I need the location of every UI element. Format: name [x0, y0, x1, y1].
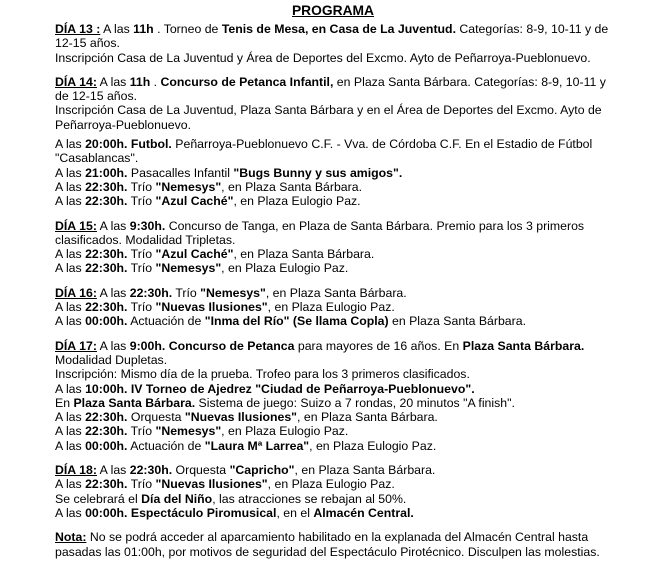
text-run: 11h: [129, 74, 151, 89]
text-run: Trío: [127, 179, 156, 194]
text-run: A las: [55, 300, 86, 315]
dia-17-entry: [55, 339, 617, 453]
text-run: DÍA 17:: [55, 338, 97, 353]
text-run: Peñarroya-Pueblonuevo C.F. - Vva. de Córdoba C.F. En el Estadio de Fútbol "Casablancas".: [55, 137, 593, 166]
text-run: "Bugs Bunny y sus amigos".: [233, 165, 403, 180]
text-run: DÍA 16:: [55, 285, 97, 300]
text-run: A las: [55, 505, 86, 520]
text-run: 22:30h.: [85, 300, 128, 315]
text-run: DÍA 18:: [55, 463, 97, 478]
text-run: 22:30h.: [85, 194, 128, 209]
text-run: "Azul Caché": [155, 247, 234, 262]
text-run: 22:30h.: [129, 285, 173, 300]
text-run: en Plaza Santa Bárbara. Categorías: 8-9, 10-11 y de 12-15 años.: [55, 74, 606, 104]
text-run: Modalidad Dupletas.: [55, 352, 168, 367]
text-run: , en Plaza Eulogio Paz.: [221, 424, 349, 439]
text-run: en Plaza Santa Bárbara.: [388, 314, 526, 329]
text-run: Actuación de: [127, 438, 205, 453]
text-run: "Nuevas Ilusiones": [155, 477, 268, 492]
text-run: "Capricho": [229, 463, 295, 478]
text-run: "Nemesys": [155, 261, 222, 276]
text-run: A las: [55, 194, 86, 209]
text-run: 22:30h.: [129, 463, 173, 478]
text-run: , en Plaza Santa Bárbara.: [221, 179, 362, 194]
text-run: A las: [96, 285, 130, 300]
text-run: A las: [55, 477, 86, 492]
text-run: 22:30h.: [85, 410, 128, 425]
text-run: Trío: [172, 285, 201, 300]
text-run: 9:30h.: [129, 218, 166, 233]
text-run: Pasacalles Infantil: [127, 165, 234, 180]
text-run: A las: [55, 438, 86, 453]
text-run: A las: [55, 179, 86, 194]
text-run: Trío: [127, 247, 156, 262]
text-run: , en el: [276, 505, 314, 520]
dia-18-entry: [55, 463, 617, 520]
text-run: Actuación de: [127, 314, 205, 329]
text-run: Trío: [127, 300, 156, 315]
text-run: Inscripción Casa de La Juventud, Plaza Santa Bárbara y en el Área de Deportes del Excmo. Ayto de Peñarroya-Pueblonuevo.: [55, 103, 602, 132]
text-run: A las: [96, 338, 130, 353]
text-run: Sistema de juego: Suizo a 7 rondas, 20 minutos "A finish".: [195, 395, 515, 410]
text-run: para mayores de 16 años. En: [294, 338, 463, 353]
text-run: DÍA 13 :: [55, 22, 101, 36]
text-run: DÍA 14:: [55, 74, 97, 89]
text-run: A las: [96, 74, 130, 89]
text-run: , en Plaza Eulogio Paz.: [309, 438, 437, 453]
text-run: 00:00h. Espectáculo Piromusical: [85, 505, 277, 520]
text-run: , en Plaza Santa Bárbara.: [294, 463, 436, 478]
dia-13-entry: [55, 22, 617, 65]
text-run: Trío: [127, 477, 156, 492]
text-run: Orquesta: [172, 463, 230, 478]
text-run: "Azul Caché": [155, 194, 234, 209]
text-run: Nota:: [55, 530, 87, 545]
text-run: A las: [55, 424, 86, 439]
text-run: 22:30h.: [85, 179, 128, 194]
text-run: 22:30h.: [85, 424, 128, 439]
document-body: [55, 22, 617, 559]
dia-16-entry: [55, 286, 617, 329]
text-run: "Nuevas Ilusiones": [155, 300, 268, 315]
text-run: Día del Niño: [141, 491, 213, 506]
text-run: "Nemesys": [200, 285, 266, 300]
text-run: A las: [96, 463, 130, 478]
dia-15-entry: [55, 219, 617, 276]
text-run: 22:30h.: [85, 247, 128, 262]
dia-14-entry: [55, 75, 617, 132]
text-run: A las: [100, 22, 134, 36]
text-run: No se podrá acceder al aparcamiento habilitado en la explanada del Almacén Central hasta pasadas las 01:00h, por motivos de seguridad del Espectáculo Pirotécnico. Disculpen las molestias.: [55, 530, 600, 559]
text-run: Concurso de Petanca Infantil,: [160, 74, 334, 89]
text-run: , en Plaza Santa Bárbara.: [233, 247, 375, 262]
text-run: A las: [55, 381, 86, 396]
text-run: 22:30h.: [85, 477, 128, 492]
text-run: "Laura Mª Larrea": [204, 438, 310, 453]
text-run: Plaza Santa Bárbara.: [73, 395, 196, 410]
text-run: 11h: [133, 22, 154, 36]
text-run: , en Plaza Eulogio Paz.: [267, 477, 395, 492]
text-run: A las: [55, 261, 86, 276]
dia-14-evening-events: [55, 137, 617, 208]
nota: [55, 530, 617, 559]
text-run: DÍA 15:: [55, 218, 97, 233]
text-run: Orquesta: [127, 410, 185, 425]
text-run: Se celebrará el: [55, 491, 142, 506]
text-run: En: [55, 395, 74, 410]
text-run: 00:00h.: [85, 314, 128, 329]
text-run: , en Plaza Eulogio Paz.: [221, 261, 349, 276]
text-run: "Nemesys": [155, 179, 222, 194]
text-run: "Inma del Río" (Se llama Copla): [204, 314, 389, 329]
text-run: A las: [55, 314, 86, 329]
text-run: , en Plaza Eulogio Paz.: [233, 194, 361, 209]
text-run: 9:00h. Concurso de Petanca: [129, 338, 295, 353]
text-run: 00:00h.: [85, 438, 128, 453]
text-run: A las: [55, 247, 86, 262]
text-run: Concurso de Tanga, en Plaza de Santa Bárbara. Premio para los 3 primeros clasificados. Modalidad Tripletas.: [55, 218, 585, 247]
text-run: "Nemesys": [155, 424, 222, 439]
text-run: A las: [55, 137, 86, 152]
text-run: .: [150, 74, 161, 89]
text-run: A las: [96, 218, 130, 233]
text-run: 20:00h. Futbol.: [85, 137, 172, 152]
text-run: . Torneo de: [153, 22, 222, 36]
text-run: Tenis de Mesa, en Casa de La Juventud.: [221, 22, 456, 36]
text-run: Categorías: 8-9, 10-11 y de 12-15 años.: [55, 22, 609, 51]
text-run: , las atracciones se rebajan al 50%.: [212, 491, 407, 506]
text-run: Inscripción Casa de La Juventud y Área de Deportes del Excmo. Ayto de Peñarroya-Pueblonuevo.: [55, 50, 591, 65]
text-run: Inscripción: Mismo día de la prueba. Trofeo para los 3 primeros clasificados.: [55, 367, 470, 382]
text-run: 21:00h.: [85, 165, 128, 180]
page-title: PROGRAMA: [291, 3, 374, 18]
text-run: Plaza Santa Bárbara.: [462, 338, 585, 353]
text-run: Trío: [127, 261, 156, 276]
text-run: , en Plaza Santa Bárbara.: [297, 410, 438, 425]
text-run: , en Plaza Santa Bárbara.: [265, 285, 407, 300]
text-run: A las: [55, 165, 86, 180]
text-run: Trío: [127, 424, 156, 439]
text-run: Almacén Central.: [313, 505, 414, 520]
text-run: A las: [55, 410, 86, 425]
text-run: 10:00h. IV Torneo de Ajedrez "Ciudad de Peñarroya-Pueblonuevo".: [85, 381, 475, 396]
text-run: 22:30h.: [85, 261, 128, 276]
text-run: , en Plaza Eulogio Paz.: [267, 300, 395, 315]
text-run: Trío: [127, 194, 156, 209]
text-run: "Nuevas Ilusiones": [184, 410, 298, 425]
